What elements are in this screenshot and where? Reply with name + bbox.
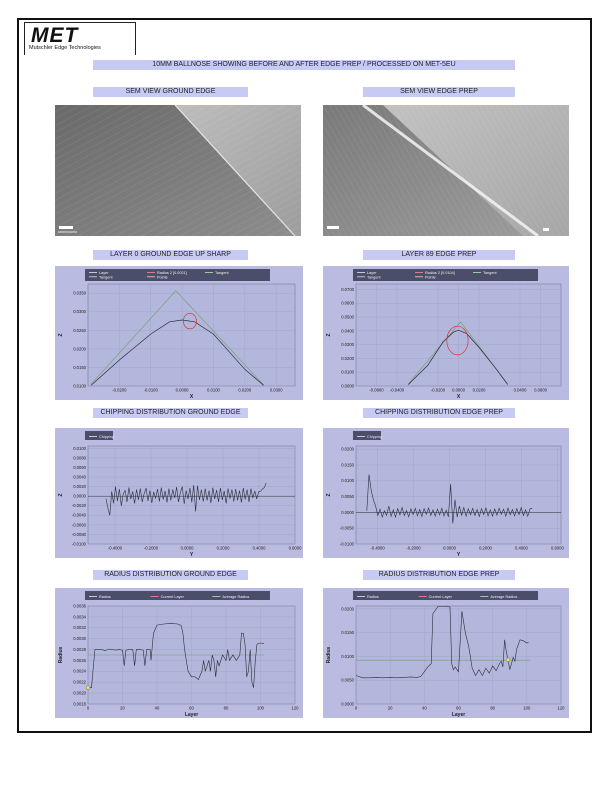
y-tick-label: 0.0000	[341, 509, 354, 515]
chart-legend	[353, 269, 538, 281]
sem-left-label: SEM VIEW GROUND EDGE	[93, 87, 248, 97]
y-tick-label: -0.0060	[71, 522, 86, 528]
legend-label: Layer	[99, 271, 109, 275]
y-tick-label: 0.0080	[73, 455, 86, 461]
x-tick-label: -0.0800	[369, 387, 384, 393]
logo-text: MET	[31, 24, 79, 47]
y-tick-label: 0.0150	[341, 462, 354, 468]
plot-area	[356, 446, 561, 544]
x-tick-label: 100	[523, 705, 531, 711]
y-tick-label: 0.0026	[73, 657, 86, 663]
y-tick-label: 0.0700	[341, 286, 354, 292]
company-logo	[24, 22, 136, 55]
chart-svg	[55, 266, 303, 400]
legend-label: Chipping	[367, 435, 382, 439]
x-tick-label: 40	[154, 705, 160, 711]
y-tick-label: 0.0150	[73, 364, 86, 370]
current-layer-marker	[506, 658, 510, 662]
x-tick-label: 80	[223, 705, 229, 711]
y-axis-label: Z	[326, 493, 332, 497]
chart-svg	[55, 428, 303, 558]
x-tick-label: -0.0200	[112, 387, 127, 393]
sem-image-ground-edge	[55, 105, 301, 236]
y-tick-label: 0.0034	[73, 614, 86, 620]
y-axis-label: Z	[58, 333, 64, 337]
rad-right-label: RADIUS DISTRIBUTION EDGE PREP	[363, 570, 515, 580]
x-tick-label: -0.0200	[430, 387, 446, 393]
legend-label: Pointe	[157, 275, 168, 280]
x-tick-label: -0.4000	[370, 545, 385, 551]
y-tick-label: 0.0028	[73, 646, 86, 652]
x-tick-label: 0.0200	[238, 387, 252, 393]
y-tick-label: 0.0020	[73, 484, 86, 490]
x-tick-label: 20	[387, 705, 393, 711]
legend-label: Current Layer	[160, 595, 184, 599]
x-tick-label: -0.2000	[406, 545, 421, 551]
x-tick-label: 0.4000	[252, 545, 266, 551]
y-tick-label: 0.0200	[73, 346, 86, 352]
document-title: 10MM BALLNOSE SHOWING BEFORE AND AFTER EDGE PREP / PROCESSED ON MET-5EU	[93, 60, 515, 70]
plot-area	[88, 284, 295, 386]
y-tick-label: -0.0100	[71, 541, 86, 547]
legend-label: Pointe	[425, 275, 436, 280]
y-tick-label: 0.0032	[73, 625, 86, 631]
legend-label: Chipping	[99, 435, 114, 439]
y-tick-label: 0.0100	[341, 653, 354, 659]
legend-label: Average Radius	[222, 595, 250, 599]
y-tick-label: 0.0018	[73, 701, 86, 707]
legend-label: Radius	[99, 595, 111, 599]
x-axis-label: Layer	[451, 712, 466, 718]
x-tick-label: -0.0100	[143, 387, 158, 393]
y-tick-label: 0.0200	[341, 446, 354, 452]
legend-label: Current Layer	[428, 595, 452, 599]
y-tick-label: 0.0050	[341, 677, 354, 683]
x-tick-label: 60	[189, 705, 194, 711]
x-tick-label: 120	[557, 705, 565, 711]
y-tick-label: 0.0024	[73, 668, 86, 674]
y-tick-label: -0.0020	[71, 503, 86, 509]
chip-left-label: CHIPPING DISTRIBUTION GROUND EDGE	[93, 408, 248, 418]
chart-svg	[323, 588, 569, 718]
current-layer-marker	[86, 686, 90, 690]
plot-area	[88, 446, 295, 544]
y-tick-label: 0.0350	[73, 290, 86, 296]
x-tick-label: 0.0000	[180, 545, 194, 551]
y-tick-label: 0.0000	[73, 493, 86, 499]
y-tick-label: 0.0200	[341, 606, 354, 612]
y-tick-label: 0.0000	[341, 701, 354, 707]
chart-svg	[55, 588, 303, 718]
chip-right-label: CHIPPING DISTRIBUTION EDGE PREP	[363, 408, 515, 418]
y-tick-label: 0.0250	[73, 327, 86, 333]
x-axis-label: X	[189, 394, 194, 400]
y-tick-label: 0.0100	[73, 383, 86, 389]
y-tick-label: -0.0080	[71, 531, 86, 537]
legend-label: Tangent	[483, 271, 497, 275]
x-tick-label: 0.2000	[216, 545, 230, 551]
y-tick-label: 0.0200	[341, 355, 354, 361]
x-tick-label: 40	[421, 705, 427, 711]
x-tick-label: 0.0100	[207, 387, 220, 393]
y-tick-label: 0.0100	[341, 478, 354, 484]
x-tick-label: 120	[291, 705, 299, 711]
chart-legend	[353, 431, 382, 440]
legend-label: Layer	[367, 271, 377, 275]
chart-svg	[323, 266, 569, 400]
x-axis-label: X	[456, 394, 461, 400]
x-axis-label: Y	[189, 552, 194, 558]
x-tick-label: 0.0000	[443, 545, 456, 551]
y-axis-label: Radius	[58, 646, 64, 664]
y-tick-label: 0.0600	[341, 300, 354, 306]
x-tick-label: 80	[490, 705, 496, 711]
sem-right-label: SEM VIEW EDGE PREP	[363, 87, 515, 97]
x-tick-label: 0.6000	[288, 545, 302, 551]
legend-label: Radius	[367, 595, 379, 599]
y-tick-label: 0.0022	[73, 679, 86, 685]
y-tick-label: 0.0100	[73, 445, 86, 451]
y-tick-label: 0.0000	[341, 383, 354, 389]
chart-legend	[85, 269, 270, 281]
y-tick-label: -0.0050	[339, 525, 354, 531]
x-tick-label: 0	[86, 705, 90, 711]
chart-radius-ground-edge	[55, 588, 303, 718]
y-axis-label: Radius	[326, 646, 332, 664]
chart-legend	[85, 591, 270, 600]
y-axis-label: Z	[58, 493, 64, 497]
legend-label: Tangent	[367, 275, 381, 280]
x-tick-label: 0.0400	[513, 387, 527, 393]
x-tick-label: 0.0200	[472, 387, 486, 393]
x-tick-label: 0.0800	[534, 387, 547, 393]
chart-legend	[85, 431, 114, 440]
x-tick-label: -0.4000	[107, 545, 123, 551]
x-tick-label: -0.2000	[143, 545, 159, 551]
chart-chipping-edge-prep	[323, 428, 569, 558]
x-tick-label: 0	[354, 705, 358, 711]
y-tick-label: 0.0100	[341, 369, 354, 375]
x-tick-label: 0.0000	[452, 387, 465, 393]
x-tick-label: 0.0000	[175, 387, 189, 393]
legend-label: Average Radius	[490, 595, 518, 599]
y-tick-label: 0.0300	[73, 309, 86, 315]
y-tick-label: 0.0060	[73, 464, 86, 470]
chart-layer-edge-prep	[323, 266, 569, 400]
chart-chipping-ground-edge	[55, 428, 303, 558]
chart-svg	[323, 428, 569, 558]
y-axis-label: Z	[326, 333, 332, 337]
legend-label: Tangent	[99, 275, 113, 280]
legend-label: Radius 2 [0.0104]	[425, 271, 455, 275]
y-tick-label: 0.0400	[341, 328, 354, 334]
chart-legend	[353, 591, 538, 600]
y-tick-label: 0.0040	[73, 474, 86, 480]
logo-subtitle: Mutschler Edge Technologies	[29, 45, 101, 51]
x-tick-label: -0.0400	[389, 387, 405, 393]
x-tick-label: 0.4000	[515, 545, 528, 551]
y-tick-label: 0.0050	[341, 493, 354, 499]
x-tick-label: 20	[120, 705, 125, 711]
x-tick-label: 0.2000	[479, 545, 492, 551]
legend-label: Tangent	[215, 271, 229, 275]
layer-left-label: LAYER 0 GROUND EDGE UP SHARP	[93, 250, 248, 260]
y-tick-label: 0.0020	[73, 690, 86, 696]
chart-radius-edge-prep	[323, 588, 569, 718]
x-tick-label: 60	[456, 705, 461, 711]
x-axis-label: Layer	[184, 712, 199, 718]
sem-image-edge-prep	[323, 105, 569, 236]
layer-right-label: LAYER 89 EDGE PREP	[363, 250, 515, 260]
chart-layer-ground-edge	[55, 266, 303, 400]
y-tick-label: -0.0040	[71, 512, 86, 518]
x-tick-label: 0.0300	[269, 387, 283, 393]
x-axis-label: Y	[456, 552, 461, 558]
y-tick-label: 0.0150	[341, 630, 354, 636]
y-tick-label: 0.0500	[341, 314, 354, 320]
legend-label: Radius 2 [0.0021]	[157, 271, 187, 275]
rad-left-label: RADIUS DISTRIBUTION GROUND EDGE	[93, 570, 248, 580]
y-tick-label: 0.0036	[73, 603, 86, 609]
y-tick-label: 0.0300	[341, 342, 354, 348]
x-tick-label: 100	[257, 705, 264, 711]
y-tick-label: 0.0030	[73, 636, 86, 642]
x-tick-label: 0.6000	[550, 545, 564, 551]
y-tick-label: -0.0100	[339, 541, 354, 547]
